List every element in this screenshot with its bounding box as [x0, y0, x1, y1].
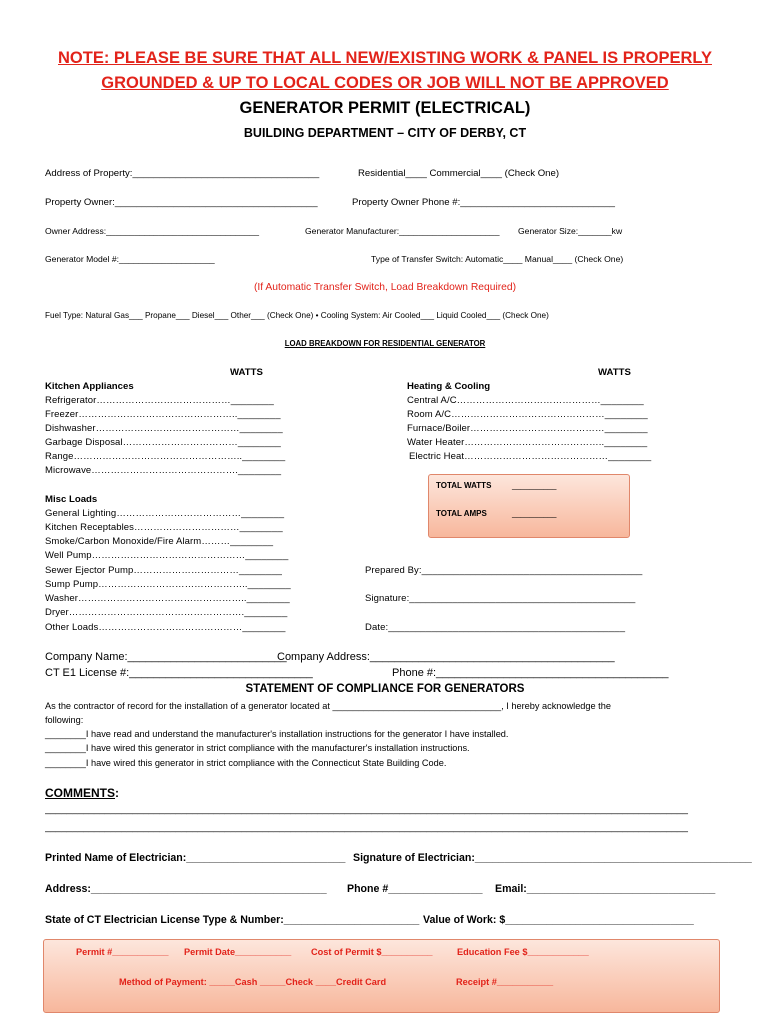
load-row-other-loads[interactable]: Other Loads………………………………………________ — [45, 622, 286, 633]
fuel-cooling-line[interactable]: Fuel Type: Natural Gas___ Propane___ Diesel___ Other___ (Check One) • Cooling System: Air Cooled___ Liquid Cooled___ (Check One) — [45, 311, 549, 320]
compliance-title: STATEMENT OF COMPLIANCE FOR GENERATORS — [245, 683, 525, 695]
electrician-phone-field[interactable]: Phone #________________ — [347, 883, 483, 895]
load-row-sump-pump[interactable]: Sump Pump………………………………………..________ — [45, 579, 291, 590]
load-row-freezer[interactable]: Freezer…………………………………………..________ — [45, 409, 281, 420]
load-row-dishwasher[interactable]: Dishwasher………………………………………________ — [45, 423, 283, 434]
heating-cooling-title: Heating & Cooling — [407, 381, 491, 392]
load-row-well-pump[interactable]: Well Pump…………………………………………________ — [45, 550, 289, 561]
load-row-microwave[interactable]: Microwave……………………………………….________ — [45, 465, 282, 476]
transfer-switch-field[interactable]: Type of Transfer Switch: Automatic____ Manual____ (Check One) — [371, 254, 624, 264]
total-amps-field[interactable]: __________ — [512, 509, 557, 518]
date-field[interactable]: Date:____________________________________________ — [365, 622, 626, 633]
residential-commercial-field[interactable]: Residential____ Commercial____ (Check One) — [358, 168, 560, 179]
owner-phone-field[interactable]: Property Owner Phone #:_____________________________ — [352, 197, 615, 208]
note-line-2: GROUNDED & UP TO LOCAL CODES OR JOB WILL NOT BE APPROVED — [101, 74, 669, 92]
generator-size-field[interactable]: Generator Size:_______kw — [518, 226, 623, 236]
compliance-item-2[interactable]: ________I have wired this generator in strict compliance with the manufacturer's installation instructions. — [45, 743, 470, 753]
address-of-property-field[interactable]: Address of Property:___________________________________ — [45, 168, 320, 179]
company-phone-field[interactable]: Phone #:______________________________________ — [392, 667, 669, 679]
printed-name-field[interactable]: Printed Name of Electrician:___________________________ — [45, 852, 346, 864]
compliance-intro[interactable]: As the contractor of record for the installation of a generator located at _________________________________, I hereby acknowledge the — [45, 701, 611, 711]
load-row-dryer[interactable]: Dryer……………………………………………….________ — [45, 607, 288, 618]
total-amps-label: TOTAL AMPS — [436, 509, 487, 518]
compliance-intro-2: following: — [45, 715, 84, 725]
load-row-smoke-alarm[interactable]: Smoke/Carbon Monoxide/Fire Alarm………________ — [45, 536, 274, 547]
load-row-furnace-boiler[interactable]: Furnace/Boiler……………………………………________ — [407, 423, 648, 434]
company-address-field[interactable]: Company Address:________________________________________ — [277, 651, 615, 663]
load-row-general-lighting[interactable]: General Lighting…………………………………________ — [45, 508, 285, 519]
comments-line-2[interactable]: ______________________________________________________________________________________________________________________ — [45, 822, 688, 833]
kitchen-appliances-title: Kitchen Appliances — [45, 381, 134, 392]
electrician-email-field[interactable]: Email:________________________________ — [495, 883, 716, 895]
ct-e1-license-field[interactable]: CT E1 License #:______________________________ — [45, 667, 313, 679]
note-line-1: NOTE: PLEASE BE SURE THAT ALL NEW/EXISTING WORK & PANEL IS PROPERLY — [58, 49, 712, 67]
load-row-water-heater[interactable]: Water Heater……………………………………..________ — [407, 437, 648, 448]
total-watts-label: TOTAL WATTS — [436, 481, 492, 490]
company-name-field[interactable]: Company Name:__________________________ — [45, 651, 287, 663]
permit-date-field[interactable]: Permit Date___________ — [184, 947, 292, 957]
page-title: GENERATOR PERMIT (ELECTRICAL) — [239, 99, 531, 117]
cost-of-permit-field[interactable]: Cost of Permit $__________ — [311, 947, 433, 957]
comments-label: COMMENTS — [45, 786, 115, 800]
permit-number-field[interactable]: Permit #___________ — [76, 947, 169, 957]
generator-model-field[interactable]: Generator Model #:____________________ — [45, 254, 215, 264]
misc-loads-title: Misc Loads — [45, 494, 98, 505]
load-row-kitchen-receptables[interactable]: Kitchen Receptables……………………………________ — [45, 522, 283, 533]
comments-heading — [45, 786, 119, 800]
receipt-number-field[interactable]: Receipt #___________ — [456, 977, 554, 987]
load-row-range[interactable]: Range……………………………………………..________ — [45, 451, 286, 462]
compliance-item-3[interactable]: ________I have wired this generator in strict compliance with the Connecticut State Building Code. — [45, 758, 447, 768]
load-row-electric-heat[interactable]: Electric Heat………………………………………________ — [409, 451, 652, 462]
load-row-washer[interactable]: Washer……………………………………………..________ — [45, 593, 290, 604]
page-subtitle: BUILDING DEPARTMENT – CITY OF DERBY, CT — [243, 126, 527, 140]
compliance-item-1[interactable]: ________I have read and understand the manufacturer's installation instructions for the generator I have installed. — [45, 729, 509, 739]
signature-field[interactable]: Signature:__________________________________________ — [365, 593, 636, 604]
property-owner-field[interactable]: Property Owner:______________________________________ — [45, 197, 318, 208]
load-breakdown-heading: LOAD BREAKDOWN FOR RESIDENTIAL GENERATOR — [284, 339, 486, 348]
watts-label-right: WATTS — [598, 367, 631, 378]
load-row-refrigerator[interactable]: Refrigerator……………………………………________ — [45, 395, 274, 406]
load-row-sewer-ejector-pump[interactable]: Sewer Ejector Pump……………………………________ — [45, 565, 283, 576]
comments-line-1[interactable]: ______________________________________________________________________________________________________________________ — [45, 804, 688, 815]
electrician-address-field[interactable]: Address:________________________________________ — [45, 883, 327, 895]
license-type-field[interactable]: State of CT Electrician License Type & Number:_______________________ — [45, 914, 420, 926]
owner-address-field[interactable]: Owner Address:________________________________ — [45, 226, 260, 236]
ats-note: (If Automatic Transfer Switch, Load Breakdown Required) — [253, 282, 517, 293]
generator-manufacturer-field[interactable]: Generator Manufacturer:_____________________ — [305, 226, 500, 236]
electrician-signature-field[interactable]: Signature of Electrician:_______________________________________________ — [353, 852, 752, 864]
method-of-payment-field[interactable]: Method of Payment: _____Cash _____Check ____Credit Card — [119, 977, 387, 987]
total-watts-field[interactable]: __________ — [512, 481, 557, 490]
watts-label-left: WATTS — [230, 367, 263, 378]
load-row-room-ac[interactable]: Room A/C…………………………………………________ — [407, 409, 648, 420]
load-row-central-ac[interactable]: Central A/C………………………………………________ — [407, 395, 644, 406]
load-row-garbage-disposal[interactable]: Garbage Disposal………………………………________ — [45, 437, 281, 448]
comments-colon: : — [115, 786, 119, 800]
value-of-work-field[interactable]: Value of Work: $________________________________ — [423, 914, 694, 926]
prepared-by-field[interactable]: Prepared By:_________________________________________ — [365, 565, 643, 576]
education-fee-field[interactable]: Education Fee $____________ — [457, 947, 589, 957]
